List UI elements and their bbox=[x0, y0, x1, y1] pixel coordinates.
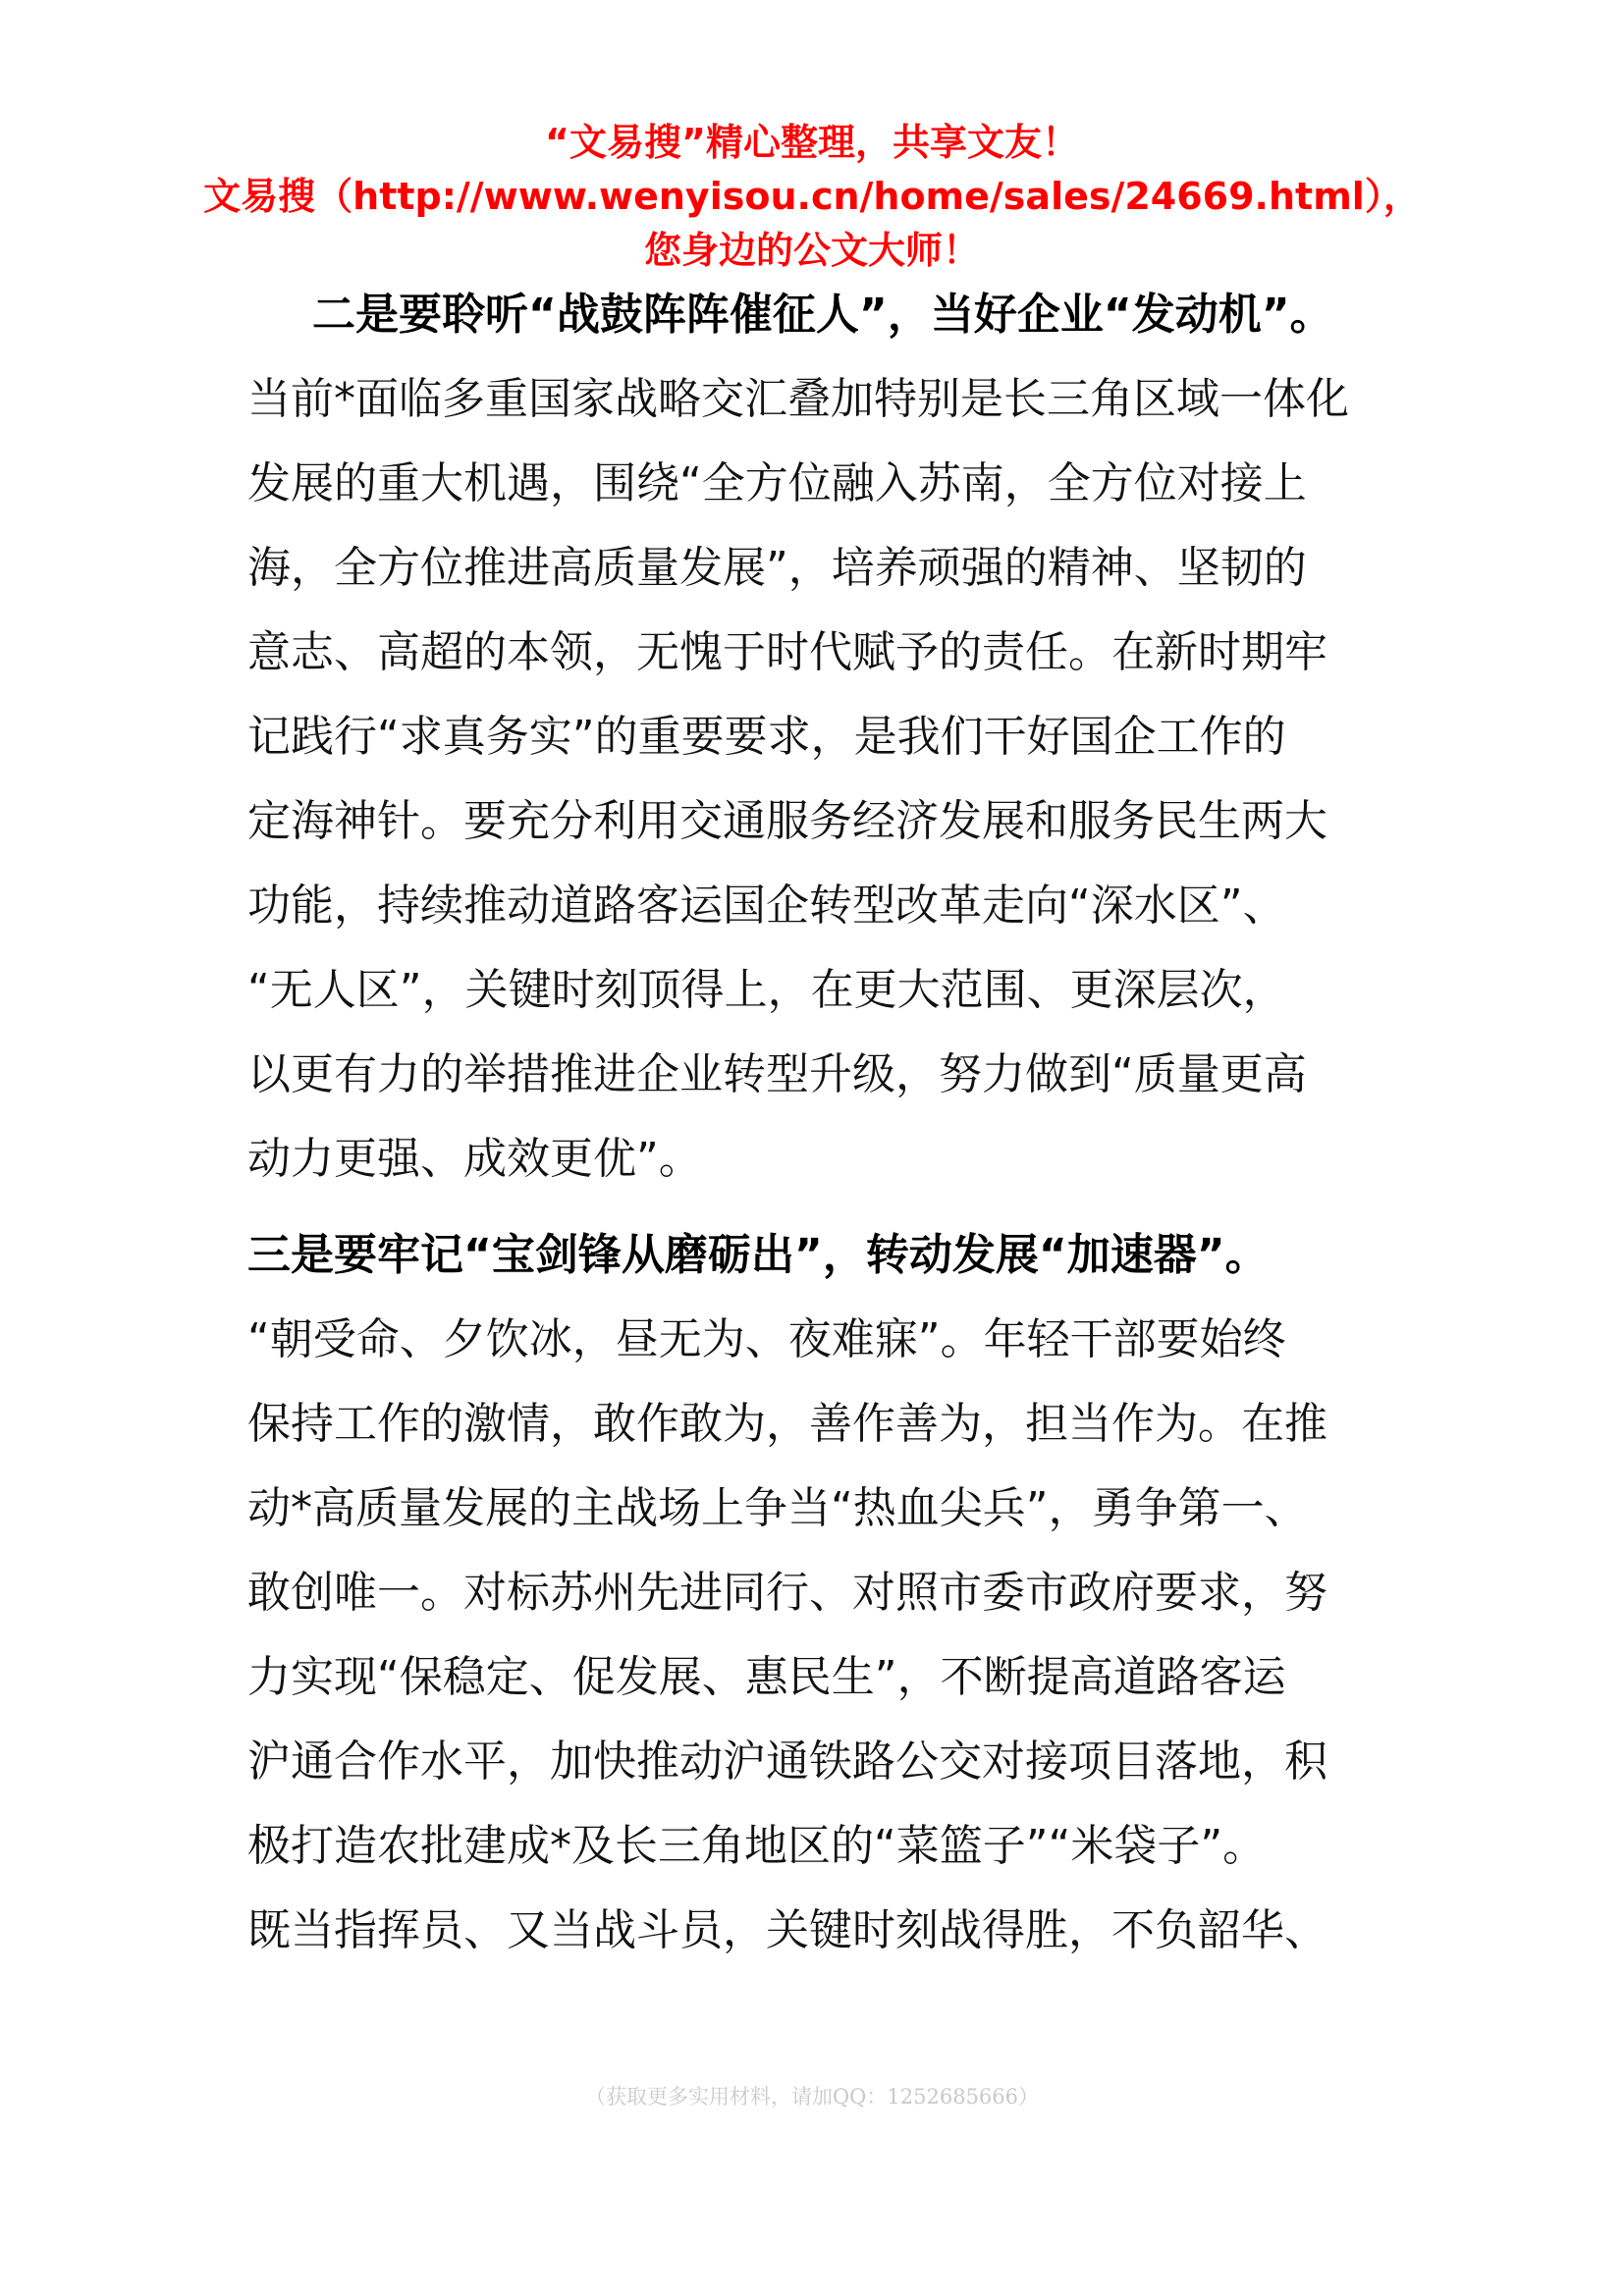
section-3-line-1: “朝受命、夕饮冰，昼无为、夜难寐”。年轻干部要始终 bbox=[247, 1314, 1286, 1364]
section-2-line-1: 当前*面临多重国家战略交汇叠加特别是长三角区域一体化 bbox=[247, 374, 1349, 424]
section-3-line-3: 动*高质量发展的主战场上争当“热血尖兵”，勇争第一、 bbox=[247, 1483, 1308, 1533]
section-2-line-3: 海，全方位推进高质量发展”，培养顽强的精神、坚韧的 bbox=[247, 543, 1307, 593]
header-line-3: 您身边的公文大师！ bbox=[643, 229, 980, 272]
watermark-header bbox=[0, 116, 1624, 278]
section-2-line-7: 功能，持续推动道路客运国企转型改革走向“深水区”、 bbox=[247, 881, 1286, 931]
section-2-heading: 二是要聆听“战鼓阵阵催征人”，当好企业“发动机”。 bbox=[312, 290, 1333, 340]
section-2-line-5: 记践行“求真务实”的重要要求，是我们干好国企工作的 bbox=[247, 712, 1286, 762]
document-body bbox=[247, 273, 1386, 1973]
footer-note: （获取更多实用材料，请加QQ：1252685666） bbox=[584, 2085, 1040, 2109]
header-line-2: 文易搜（http://www.wenyisou.cn/home/sales/24669.html）， bbox=[203, 175, 1421, 218]
section-3-line-7: 极打造农批建成*及长三角地区的“菜篮子”“米袋子”。 bbox=[247, 1821, 1267, 1871]
paragraph-gap bbox=[247, 1201, 1386, 1213]
section-2-line-4: 意志、高超的本领，无愧于时代赋予的责任。在新时期牢 bbox=[247, 627, 1327, 677]
header-line-1: “文易搜”精心整理，共享文友！ bbox=[545, 121, 1079, 164]
section-3-line-2: 保持工作的激情，敢作敢为，善作善为，担当作为。在推 bbox=[247, 1399, 1327, 1449]
section-2-line-8: “无人区”，关键时刻顶得上，在更大范围、更深层次， bbox=[247, 965, 1286, 1015]
section-3-line-5: 力实现“保稳定、促发展、惠民生”，不断提高道路客运 bbox=[247, 1652, 1286, 1702]
section-3-line-4: 敢创唯一。对标苏州先进同行、对照市委市政府要求，努 bbox=[247, 1568, 1327, 1618]
section-3-heading: 三是要牢记“宝剑锋从磨砺出”，转动发展“加速器”。 bbox=[247, 1230, 1269, 1280]
section-2-line-9: 以更有力的举措推进企业转型升级，努力做到“质量更高 bbox=[247, 1049, 1307, 1099]
section-2-line-10: 动力更强、成效更优”。 bbox=[247, 1134, 702, 1184]
section-3-line-6: 沪通合作水平，加快推动沪通铁路公交对接项目落地，积 bbox=[247, 1736, 1327, 1787]
section-2-line-2: 发展的重大机遇，围绕“全方位融入苏南，全方位对接上 bbox=[247, 458, 1307, 508]
section-3-line-8: 既当指挥员、又当战斗员，关键时刻战得胜，不负韶华、 bbox=[247, 1905, 1327, 1955]
section-2-line-6: 定海神针。要充分利用交通服务经济发展和服务民生两大 bbox=[247, 796, 1327, 846]
